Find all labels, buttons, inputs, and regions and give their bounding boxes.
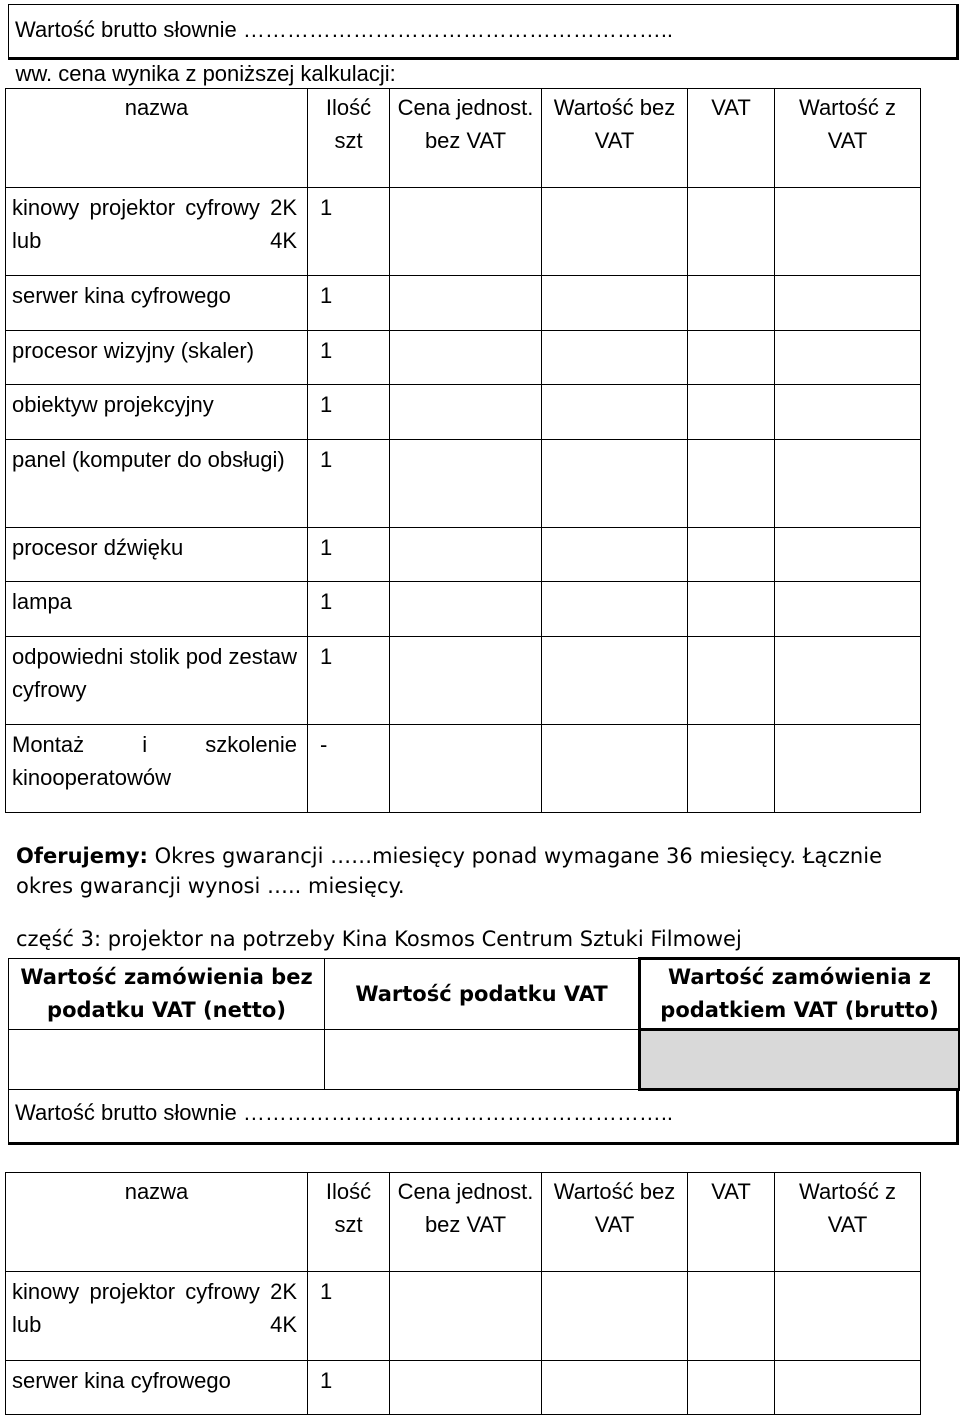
row-cell	[390, 1361, 542, 1415]
row-cell	[542, 582, 688, 637]
row-name: Montaż i szkolenie kinooperatowów	[6, 725, 308, 813]
row-cell	[775, 331, 921, 385]
table-row	[6, 1272, 921, 1361]
row-name: obiektyw projekcyjny	[6, 385, 308, 440]
row-qty: 1	[308, 582, 390, 637]
row-cell	[390, 1272, 542, 1361]
row-cell	[542, 440, 688, 528]
table-row	[6, 528, 921, 582]
header-cena: Cena jednost. bez VAT	[390, 1173, 542, 1272]
table-row	[6, 440, 921, 528]
header-wartosc-bez-vat: Wartość bez VAT	[542, 1173, 688, 1272]
row-cell	[390, 528, 542, 582]
row-cell	[542, 637, 688, 725]
header-vat: VAT	[688, 89, 775, 188]
offer-line-1-text: Okres gwarancji ……miesięcy ponad wymagane 36 miesięcy. Łącznie	[147, 844, 882, 868]
part3-value-brutto	[640, 1030, 960, 1090]
row-cell	[390, 331, 542, 385]
row-cell	[775, 528, 921, 582]
row-cell	[542, 276, 688, 331]
row-name: odpowiedni stolik pod zestaw cyfrowy	[6, 637, 308, 725]
row-cell	[688, 637, 775, 725]
row-qty: 1	[308, 440, 390, 528]
row-name: kinowy projektor cyfrowy 2K lub 4K	[6, 1272, 308, 1361]
header-cena: Cena jednost. bez VAT	[390, 89, 542, 188]
header-ilosc: Ilość szt	[308, 89, 390, 188]
row-cell	[688, 1272, 775, 1361]
part3-summary	[8, 957, 959, 1145]
row-cell	[688, 725, 775, 813]
row-cell	[542, 528, 688, 582]
row-name: panel (komputer do obsługi)	[6, 440, 308, 528]
header-wartosc-z-vat: Wartość z VAT	[775, 89, 921, 188]
row-cell	[542, 385, 688, 440]
row-cell	[688, 528, 775, 582]
header-wartosc-z-vat: Wartość z VAT	[775, 1173, 921, 1272]
calculation-table-1	[5, 60, 921, 813]
row-name: serwer kina cyfrowego	[6, 1361, 308, 1415]
table-row	[6, 725, 921, 813]
row-qty: 1	[308, 528, 390, 582]
table-row	[6, 331, 921, 385]
row-cell	[542, 1361, 688, 1415]
calc-intro-row	[6, 60, 921, 89]
row-cell	[390, 725, 542, 813]
row-cell	[775, 385, 921, 440]
table-row	[6, 1361, 921, 1415]
row-cell	[688, 440, 775, 528]
row-qty: 1	[308, 385, 390, 440]
part3-value-row	[9, 1030, 960, 1090]
calc-header-row	[6, 89, 921, 188]
row-qty: 1	[308, 1361, 390, 1415]
row-cell	[390, 385, 542, 440]
header-nazwa: nazwa	[6, 1173, 308, 1272]
offer-line-2: okres gwarancji wynosi ….. miesięcy.	[16, 874, 405, 898]
row-cell	[775, 276, 921, 331]
row-cell	[775, 188, 921, 276]
row-name: lampa	[6, 582, 308, 637]
row-qty: 1	[308, 188, 390, 276]
row-cell	[688, 188, 775, 276]
row-cell	[390, 637, 542, 725]
row-qty: -	[308, 725, 390, 813]
row-qty: 1	[308, 276, 390, 331]
calc2-header-row	[6, 1173, 921, 1272]
calc-intro: ww. cena wynika z poniższej kalkulacji:	[15, 61, 396, 86]
row-cell	[390, 440, 542, 528]
top-gross-words-box	[8, 4, 959, 60]
row-cell	[390, 276, 542, 331]
calculation-table-2	[5, 1172, 921, 1415]
top-gross-words-text: Wartość brutto słownie …………………………………………………..	[15, 17, 674, 42]
table-row	[6, 637, 921, 725]
row-name: procesor dźwięku	[6, 528, 308, 582]
header-nazwa: nazwa	[6, 89, 308, 188]
row-cell	[688, 276, 775, 331]
row-cell	[542, 1272, 688, 1361]
header-wartosc-bez-vat: Wartość bez VAT	[542, 89, 688, 188]
row-qty: 1	[308, 331, 390, 385]
offer-paragraph	[16, 841, 951, 901]
part3-col-netto: Wartość zamówienia bez podatku VAT (netto)	[9, 959, 325, 1030]
offer-line-1	[16, 841, 951, 871]
part3-header-row	[9, 959, 960, 1030]
table-row	[6, 582, 921, 637]
part3-value-vat	[325, 1030, 640, 1090]
table-row	[6, 188, 921, 276]
part3-summary-table	[8, 957, 960, 1091]
row-cell	[688, 1361, 775, 1415]
row-cell	[775, 1272, 921, 1361]
row-cell	[775, 440, 921, 528]
row-cell	[542, 188, 688, 276]
row-cell	[775, 637, 921, 725]
row-name: serwer kina cyfrowego	[6, 276, 308, 331]
row-cell	[542, 725, 688, 813]
part3-col-vat: Wartość podatku VAT	[325, 959, 640, 1030]
header-ilosc: Ilość szt	[308, 1173, 390, 1272]
part3-col-brutto: Wartość zamówienia z podatkiem VAT (brutto)	[640, 959, 960, 1030]
row-cell	[688, 331, 775, 385]
part3-title: część 3: projektor na potrzeby Kina Kosmos Centrum Sztuki Filmowej	[16, 927, 742, 951]
row-cell	[688, 385, 775, 440]
row-cell	[542, 331, 688, 385]
table-row	[6, 276, 921, 331]
row-name: kinowy projektor cyfrowy 2K lub 4K	[6, 188, 308, 276]
part3-value-netto	[9, 1030, 325, 1090]
row-cell	[775, 725, 921, 813]
part3-words-text: Wartość brutto słownie …………………………………………………..	[15, 1100, 674, 1125]
row-cell	[390, 188, 542, 276]
table-row	[6, 385, 921, 440]
offer-label: Oferujemy:	[16, 844, 148, 868]
header-vat: VAT	[688, 1173, 775, 1272]
row-qty: 1	[308, 1272, 390, 1361]
row-cell	[775, 1361, 921, 1415]
row-cell	[688, 582, 775, 637]
row-qty: 1	[308, 637, 390, 725]
row-cell	[775, 582, 921, 637]
part3-words-box	[8, 1088, 959, 1145]
row-cell	[390, 582, 542, 637]
row-name: procesor wizyjny (skaler)	[6, 331, 308, 385]
